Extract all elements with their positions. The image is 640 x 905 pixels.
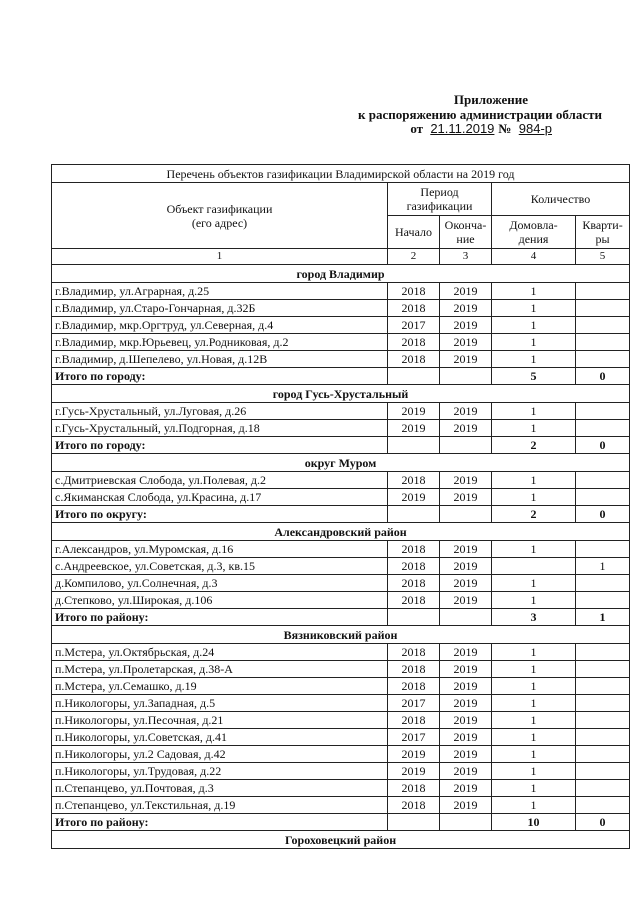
table-row (52, 317, 630, 334)
start-year: 2017 (388, 695, 440, 712)
end-year: 2019 (440, 695, 492, 712)
total-houses: 2 (492, 437, 576, 454)
houses-count: 1 (492, 334, 576, 351)
start-year: 2018 (388, 661, 440, 678)
houses-count: 1 (492, 541, 576, 558)
table-title-row (52, 165, 630, 183)
houses-count: 1 (492, 780, 576, 797)
object-address: п.Никологоры, ул.Советская, д.41 (52, 729, 388, 746)
houses-count: 1 (492, 678, 576, 695)
total-row (52, 368, 630, 385)
total-flats: 0 (576, 506, 630, 523)
start-year: 2019 (388, 763, 440, 780)
empty-cell (388, 437, 440, 454)
empty-cell (440, 609, 492, 626)
document-reference (410, 121, 556, 136)
table-row (52, 283, 630, 300)
end-year: 2019 (440, 797, 492, 814)
total-flats: 1 (576, 609, 630, 626)
start-year: 2018 (388, 283, 440, 300)
section-header-row (52, 454, 630, 472)
houses-count: 1 (492, 797, 576, 814)
document-number: 984-р (518, 121, 552, 136)
col-number: 3 (440, 249, 492, 265)
flats-count (576, 592, 630, 609)
table-row (52, 558, 630, 575)
table-row (52, 334, 630, 351)
start-year: 2018 (388, 334, 440, 351)
houses-count: 1 (492, 575, 576, 592)
flats-count (576, 351, 630, 368)
end-year: 2019 (440, 541, 492, 558)
end-year: 2019 (440, 644, 492, 661)
flats-count (576, 541, 630, 558)
start-year: 2018 (388, 558, 440, 575)
object-address: п.Мстера, ул.Октябрьская, д.24 (52, 644, 388, 661)
start-year: 2018 (388, 351, 440, 368)
total-houses: 3 (492, 609, 576, 626)
houses-count: 1 (492, 317, 576, 334)
table-row (52, 780, 630, 797)
total-row (52, 506, 630, 523)
table-row (52, 729, 630, 746)
start-year: 2018 (388, 780, 440, 797)
start-year: 2018 (388, 575, 440, 592)
empty-cell (388, 368, 440, 385)
end-year: 2019 (440, 712, 492, 729)
table-row (52, 541, 630, 558)
object-address: п.Мстера, ул.Семашко, д.19 (52, 678, 388, 695)
houses-count: 1 (492, 300, 576, 317)
flats-count (576, 317, 630, 334)
total-flats: 0 (576, 814, 630, 831)
empty-cell (440, 506, 492, 523)
end-year: 2019 (440, 592, 492, 609)
total-label: Итого по округу: (52, 506, 388, 523)
col-number: 2 (388, 249, 440, 265)
col-number: 4 (492, 249, 576, 265)
flats-count (576, 575, 630, 592)
end-year: 2019 (440, 351, 492, 368)
houses-count: 1 (492, 592, 576, 609)
start-year: 2017 (388, 317, 440, 334)
flats-count (576, 678, 630, 695)
object-address: п.Степанцево, ул.Почтовая, д.3 (52, 780, 388, 797)
col-quantity-header: Количество (492, 183, 630, 216)
houses-count: 1 (492, 403, 576, 420)
total-houses: 2 (492, 506, 576, 523)
col-houses-header: Домовла-дения (492, 216, 576, 249)
end-year: 2019 (440, 558, 492, 575)
object-address: д.Компилово, ул.Солнечная, д.3 (52, 575, 388, 592)
total-row (52, 814, 630, 831)
section-header-row (52, 626, 630, 644)
table-row (52, 300, 630, 317)
start-year: 2018 (388, 644, 440, 661)
flats-count (576, 644, 630, 661)
section-header-row (52, 523, 630, 541)
houses-count: 1 (492, 489, 576, 506)
flats-count (576, 661, 630, 678)
section-name: город Владимир (52, 265, 630, 283)
flats-count (576, 729, 630, 746)
end-year: 2019 (440, 678, 492, 695)
object-address: г.Гусь-Хрустальный, ул.Луговая, д.26 (52, 403, 388, 420)
appendix-subtitle: к распоряжению администрации области (358, 107, 602, 122)
empty-cell (440, 814, 492, 831)
end-year: 2019 (440, 317, 492, 334)
start-year: 2018 (388, 472, 440, 489)
table-row (52, 695, 630, 712)
start-year: 2018 (388, 678, 440, 695)
houses-count: 1 (492, 283, 576, 300)
gasification-table (51, 164, 630, 849)
end-year: 2019 (440, 334, 492, 351)
object-address: п.Никологоры, ул.Песочная, д.21 (52, 712, 388, 729)
object-address: с.Дмитриевская Слобода, ул.Полевая, д.2 (52, 472, 388, 489)
object-address: п.Степанцево, ул.Текстильная, д.19 (52, 797, 388, 814)
end-year: 2019 (440, 489, 492, 506)
section-name: Гороховецкий район (52, 831, 630, 849)
table-row (52, 592, 630, 609)
houses-count: 1 (492, 746, 576, 763)
start-year: 2019 (388, 403, 440, 420)
table-row (52, 489, 630, 506)
flats-count (576, 489, 630, 506)
table-row (52, 575, 630, 592)
table-row (52, 712, 630, 729)
end-year: 2019 (440, 575, 492, 592)
object-address: г.Владимир, ул.Старо-Гончарная, д.32Б (52, 300, 388, 317)
table-row (52, 797, 630, 814)
start-year: 2018 (388, 712, 440, 729)
flats-count: 1 (576, 558, 630, 575)
total-label: Итого по району: (52, 814, 388, 831)
start-year: 2018 (388, 592, 440, 609)
total-label: Итого по району: (52, 609, 388, 626)
column-number-row (52, 249, 630, 265)
table-row (52, 763, 630, 780)
object-address: п.Никологоры, ул.2 Садовая, д.42 (52, 746, 388, 763)
total-label: Итого по городу: (52, 437, 388, 454)
start-year: 2018 (388, 797, 440, 814)
col-number: 5 (576, 249, 630, 265)
houses-count (492, 558, 576, 575)
table-row (52, 678, 630, 695)
start-year: 2018 (388, 541, 440, 558)
empty-cell (388, 506, 440, 523)
col-object-header: Объект газификации (его адрес) (52, 183, 388, 249)
col-start-header: Начало (388, 216, 440, 249)
date-prefix: от (410, 121, 424, 136)
section-name: город Гусь-Хрустальный (52, 385, 630, 403)
flats-count (576, 283, 630, 300)
object-address: п.Никологоры, ул.Трудовая, д.22 (52, 763, 388, 780)
empty-cell (388, 814, 440, 831)
table-row (52, 472, 630, 489)
table-row (52, 420, 630, 437)
section-name: Александровский район (52, 523, 630, 541)
object-address: г.Владимир, мкр.Оргтруд, ул.Северная, д.4 (52, 317, 388, 334)
object-address: г.Владимир, ул.Аграрная, д.25 (52, 283, 388, 300)
total-flats: 0 (576, 368, 630, 385)
table-row (52, 351, 630, 368)
houses-count: 1 (492, 661, 576, 678)
section-header-row (52, 265, 630, 283)
empty-cell (388, 609, 440, 626)
object-address: с.Андреевское, ул.Советская, д.3, кв.15 (52, 558, 388, 575)
object-address: с.Якиманская Слобода, ул.Красина, д.17 (52, 489, 388, 506)
total-label: Итого по городу: (52, 368, 388, 385)
appendix-title: Приложение (453, 92, 528, 107)
flats-count (576, 403, 630, 420)
total-houses: 5 (492, 368, 576, 385)
total-houses: 10 (492, 814, 576, 831)
col-number: 1 (52, 249, 388, 265)
document-date: 21.11.2019 (430, 121, 495, 136)
start-year: 2017 (388, 729, 440, 746)
houses-count: 1 (492, 763, 576, 780)
flats-count (576, 712, 630, 729)
start-year: 2019 (388, 420, 440, 437)
flats-count (576, 472, 630, 489)
section-header-row (52, 831, 630, 849)
end-year: 2019 (440, 763, 492, 780)
col-period-header: Период газификации (388, 183, 492, 216)
houses-count: 1 (492, 472, 576, 489)
end-year: 2019 (440, 780, 492, 797)
total-row (52, 437, 630, 454)
number-sign: № (498, 121, 512, 136)
end-year: 2019 (440, 661, 492, 678)
empty-cell (440, 368, 492, 385)
total-flats: 0 (576, 437, 630, 454)
section-header-row (52, 385, 630, 403)
end-year: 2019 (440, 746, 492, 763)
flats-count (576, 763, 630, 780)
total-row (52, 609, 630, 626)
flats-count (576, 797, 630, 814)
table-row (52, 746, 630, 763)
houses-count: 1 (492, 712, 576, 729)
end-year: 2019 (440, 472, 492, 489)
flats-count (576, 780, 630, 797)
table-row (52, 661, 630, 678)
section-name: округ Муром (52, 454, 630, 472)
flats-count (576, 300, 630, 317)
empty-cell (440, 437, 492, 454)
table-row (52, 644, 630, 661)
houses-count: 1 (492, 644, 576, 661)
start-year: 2018 (388, 300, 440, 317)
flats-count (576, 334, 630, 351)
object-address: г.Гусь-Хрустальный, ул.Подгорная, д.18 (52, 420, 388, 437)
section-name: Вязниковский район (52, 626, 630, 644)
flats-count (576, 746, 630, 763)
object-address: д.Степково, ул.Широкая, д.106 (52, 592, 388, 609)
object-address: г.Александров, ул.Муромская, д.16 (52, 541, 388, 558)
end-year: 2019 (440, 420, 492, 437)
object-address: г.Владимир, мкр.Юрьевец, ул.Родниковая, д.2 (52, 334, 388, 351)
object-address: п.Мстера, ул.Пролетарская, д.38-А (52, 661, 388, 678)
flats-count (576, 420, 630, 437)
col-flats-header: Кварти-ры (576, 216, 630, 249)
houses-count: 1 (492, 695, 576, 712)
table-title: Перечень объектов газификации Владимирской области на 2019 год (52, 165, 630, 183)
end-year: 2019 (440, 403, 492, 420)
end-year: 2019 (440, 300, 492, 317)
end-year: 2019 (440, 283, 492, 300)
table-row (52, 403, 630, 420)
houses-count: 1 (492, 420, 576, 437)
houses-count: 1 (492, 351, 576, 368)
start-year: 2019 (388, 489, 440, 506)
start-year: 2019 (388, 746, 440, 763)
houses-count: 1 (492, 729, 576, 746)
end-year: 2019 (440, 729, 492, 746)
col-end-header: Оконча-ние (440, 216, 492, 249)
object-address: г.Владимир, д.Шепелево, ул.Новая, д.12В (52, 351, 388, 368)
object-address: п.Никологоры, ул.Западная, д.5 (52, 695, 388, 712)
header-row-1 (52, 183, 630, 216)
flats-count (576, 695, 630, 712)
